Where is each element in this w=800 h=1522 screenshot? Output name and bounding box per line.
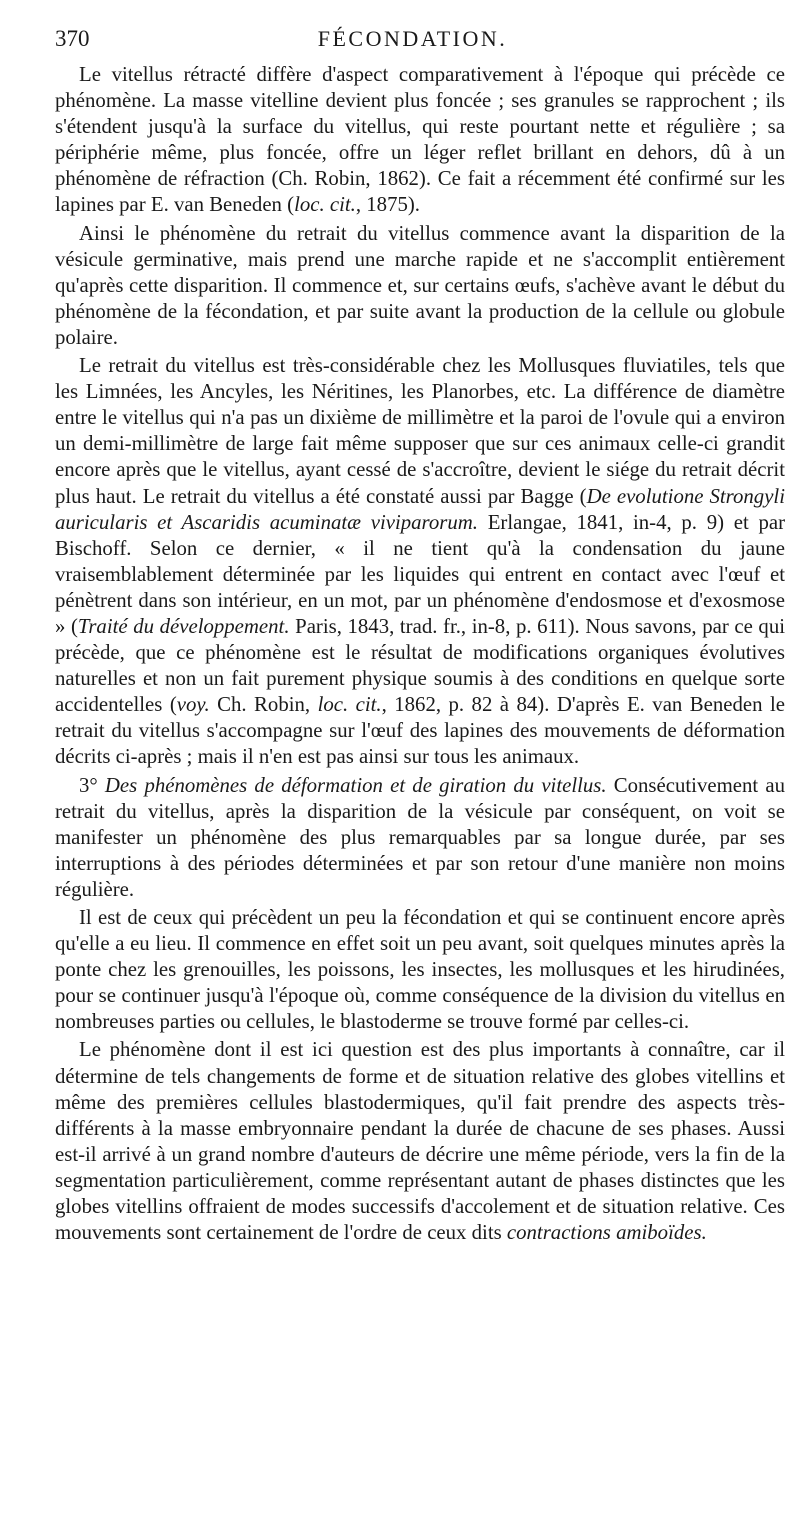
running-head [55, 26, 770, 56]
italic-text: contractions amiboïdes. [506, 1221, 707, 1245]
text-run: Erlangae, 1841, in-4, p. 9) et par Bischoff. Selon ce dernier, « il ne tient qu'à la condensation du jaune vraisemblablement déterminée par les liquides qui entrent en contact avec l'œuf et pénètrent dans son intérieur, en un mot, par un phénomène d'endosmose et d'exosmose » ( [55, 510, 786, 638]
text-run: Consécutivement au retrait du vitellus, après la disparition de la vésicule par conséquent, on voit se manifester un phénomène des plus remarquables par sa longue durée, par ses interruptions à des périodes déterminées et par son retour d'une manière non moins régulière. [55, 773, 785, 901]
paragraph [55, 773, 785, 903]
text-run: , 1875). [355, 193, 420, 217]
body-text [55, 62, 785, 1246]
italic-text: voy. [176, 693, 210, 717]
text-run: Le vitellus rétracté diffère d'aspect comparativement à l'époque qui précède ce phénomène. La masse vitelline devient plus foncée ; ses granules se rapprochent ; ils s'étendent jusqu'à la surface du vitellus, qui reste pourtant nette et régulière ; sa périphérie même, plus foncée, offre un léger reflet brillant en dehors, dû à un phénomène de réfraction (Ch. Robin, 1862). Ce fait a récemment été confirmé sur les lapines par E. van Beneden ( [55, 63, 785, 217]
paragraph [55, 905, 785, 1035]
italic-text: Traité du développement. [77, 614, 290, 638]
text-run: , 1862, p. 82 à 84). D'après E. van Beneden le retrait du vitellus s'accompagne sur l'œuf des lapines des mouvements de déformation décrits ci-après ; mais il n'en est pas ainsi sur tous les animaux. [55, 693, 785, 769]
text-run: 3° [79, 773, 105, 797]
paragraph [55, 221, 785, 351]
paragraph [55, 1037, 785, 1246]
running-title: FÉCONDATION. [317, 26, 508, 51]
text-run: Le retrait du vitellus est très-considérable chez les Mollusques fluviatiles, tels que les Limnées, les Ancyles, les Néritines, les Planorbes, etc. La différence de diamètre entre le vitellus qui n'a pas un dixième de millimètre et la paroi de l'ovule qui a environ un demi-millimètre de large fait même supposer que sur ces animaux celle-ci grandit encore après que le vitellus, ayant cessé de s'accroître, devient le siége du retrait décrit plus haut. Le retrait du vitellus a été constaté aussi par Bagge ( [55, 354, 785, 508]
paragraph [55, 62, 785, 219]
italic-text: loc. cit. [294, 193, 356, 217]
page-number: 370 [55, 26, 90, 51]
text-run: Paris, 1843, trad. fr., in-8, p. 611). Nous savons, par ce qui précède, que ce phénomène est le résultat de modifications organiques évolutives naturelles et non un fait purement physique soumis à des conditions en quelque sorte accidentelles ( [55, 614, 785, 717]
paragraph [55, 353, 785, 771]
italic-text: Des phénomènes de déformation et de giration du vitellus. [104, 773, 607, 797]
text-run: Ainsi le phénomène du retrait du vitellus commence avant la disparition de la vésicule germinative, mais prend une marche rapide et ne s'accomplit entièrement qu'après cette disparition. Il commence et, sur certains œufs, s'achève avant le début du phénomène de la fécondation, et par suite avant la production de la cellule ou globule polaire. [55, 221, 785, 349]
text-run: Le phénomène dont il est ici question est des plus importants à connaître, car il détermine de tels changements de forme et de situation relative des globes vitellins et même des premières cellules blastodermiques, qu'il fait prendre des aspects très-différents à la masse embryonnaire pendant la durée de chacune de ses phases. Aussi est-il arrivé à un grand nombre d'auteurs de décrire une même période, vers la fin de la segmentation particulièrement, comme représentant autant de phases distinctes que les globes vitellins offraient de modes successifs d'accolement et de situation relative. Ces mouvements sont certainement de l'ordre de ceux dits [55, 1038, 785, 1245]
text-run: Ch. Robin, [209, 693, 318, 717]
text-run: Il est de ceux qui précèdent un peu la fécondation et qui se continuent encore après qu'elle a eu lieu. Il commence en effet soit un peu avant, soit quelques minutes après la ponte chez les grenouilles, les poissons, les insectes, les mollusques et les hirudinées, pour se continuer jusqu'à l'époque où, comme conséquence de la division du vitellus en nombreuses parties ou cellules, le blastoderme se trouve formé par celles-ci. [55, 906, 785, 1034]
italic-text: loc. cit. [317, 693, 382, 717]
italic-text: De evolutione Strongyli auricularis et Ascaridis acuminatæ viviparorum. [55, 484, 785, 534]
